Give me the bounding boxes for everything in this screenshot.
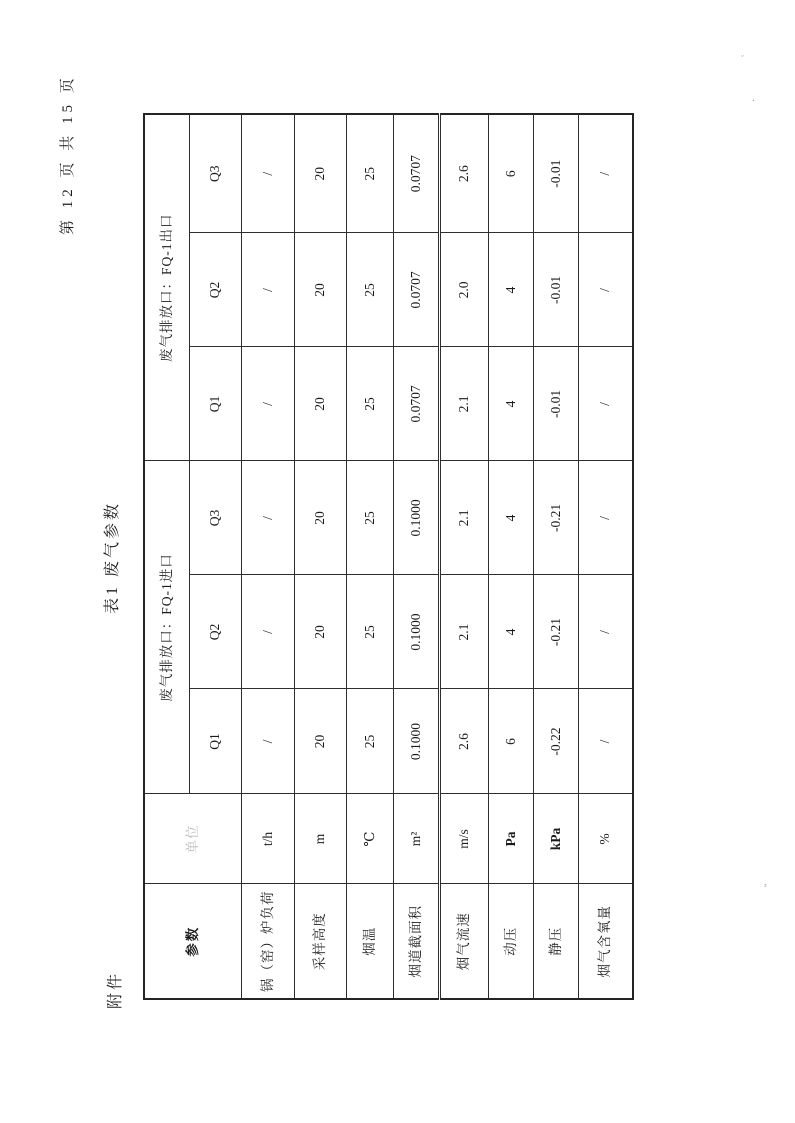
value-cell: / bbox=[578, 347, 633, 461]
value-cell: 2.1 bbox=[439, 461, 488, 575]
q-label: Q3 bbox=[189, 461, 241, 575]
param-name-cell: 烟气含氧量 bbox=[578, 884, 633, 999]
page-number: 第 12 页 共 15 页 bbox=[60, 74, 76, 235]
param-column-header: 参数 bbox=[144, 884, 241, 999]
table-row-flue-gas-velocity bbox=[439, 114, 488, 999]
unit-cell: % bbox=[578, 794, 633, 884]
value-cell: 0.1000 bbox=[393, 689, 439, 794]
value-cell: -0.21 bbox=[533, 461, 578, 575]
unit-cell: m bbox=[294, 794, 346, 884]
value-cell: / bbox=[241, 461, 294, 575]
param-name-cell: 静压 bbox=[533, 884, 578, 999]
value-cell: 20 bbox=[294, 347, 346, 461]
outlet-group-header: 废气排放口：FQ-1出口 bbox=[144, 114, 189, 461]
inlet-group-header: 废气排放口：FQ-1进口 bbox=[144, 461, 189, 794]
value-cell: -0.21 bbox=[533, 575, 578, 689]
value-cell: / bbox=[241, 575, 294, 689]
value-cell: 20 bbox=[294, 689, 346, 794]
table-row-oxygen-content bbox=[578, 114, 633, 999]
value-cell: / bbox=[241, 114, 294, 233]
scan-artifact: · bbox=[751, 96, 756, 105]
value-cell: / bbox=[578, 233, 633, 347]
q-label: Q2 bbox=[189, 233, 241, 347]
value-cell: -0.01 bbox=[533, 114, 578, 233]
table-row-sampling-height bbox=[294, 114, 346, 999]
value-cell: 25 bbox=[346, 575, 393, 689]
table-row-flue-temperature bbox=[346, 114, 393, 999]
value-cell: -0.01 bbox=[533, 347, 578, 461]
exhaust-gas-parameters-table bbox=[143, 113, 634, 1000]
value-cell: 0.0707 bbox=[393, 347, 439, 461]
value-cell: 0.1000 bbox=[393, 575, 439, 689]
value-cell: 20 bbox=[294, 114, 346, 233]
param-name-cell: 动压 bbox=[488, 884, 533, 999]
unit-cell: ℃ bbox=[346, 794, 393, 884]
value-cell: 4 bbox=[488, 233, 533, 347]
attachment-label: 附件 bbox=[107, 970, 124, 1009]
header-row-groups bbox=[144, 114, 189, 999]
scan-artifact: ᵕ bbox=[740, 52, 745, 61]
value-cell: 0.0707 bbox=[393, 233, 439, 347]
value-cell: 25 bbox=[346, 347, 393, 461]
value-cell: 2.6 bbox=[439, 689, 488, 794]
scan-artifact: ᶻ bbox=[763, 882, 768, 891]
value-cell: -0.01 bbox=[533, 233, 578, 347]
value-cell: / bbox=[578, 689, 633, 794]
table-row-duct-cross-section bbox=[393, 114, 439, 999]
param-name-cell: 烟温 bbox=[346, 884, 393, 999]
param-name-cell: 烟道截面积 bbox=[393, 884, 439, 999]
value-cell: 4 bbox=[488, 461, 533, 575]
value-cell: 0.0707 bbox=[393, 114, 439, 233]
value-cell: 0.1000 bbox=[393, 461, 439, 575]
value-cell: 20 bbox=[294, 575, 346, 689]
table-row-boiler-load bbox=[241, 114, 294, 999]
value-cell: / bbox=[578, 114, 633, 233]
unit-cell: Pa bbox=[488, 794, 533, 884]
table-row-dynamic-pressure bbox=[488, 114, 533, 999]
unit-column-header: 单位 bbox=[144, 794, 241, 884]
value-cell: 25 bbox=[346, 689, 393, 794]
param-name-cell: 烟气流速 bbox=[439, 884, 488, 999]
q-label: Q2 bbox=[189, 575, 241, 689]
value-cell: 2.1 bbox=[439, 575, 488, 689]
value-cell: 2.6 bbox=[439, 114, 488, 233]
param-name-cell: 锅（窑）炉负荷 bbox=[241, 884, 294, 999]
q-label: Q1 bbox=[189, 689, 241, 794]
value-cell: 2.1 bbox=[439, 347, 488, 461]
table-title: 表1 废气参数 bbox=[104, 501, 121, 615]
value-cell: 6 bbox=[488, 689, 533, 794]
value-cell: 25 bbox=[346, 114, 393, 233]
value-cell: 20 bbox=[294, 233, 346, 347]
q-label: Q1 bbox=[189, 347, 241, 461]
value-cell: / bbox=[241, 689, 294, 794]
unit-cell: m² bbox=[393, 794, 439, 884]
value-cell: 25 bbox=[346, 233, 393, 347]
value-cell: / bbox=[578, 461, 633, 575]
param-name-cell: 采样高度 bbox=[294, 884, 346, 999]
value-cell: -0.22 bbox=[533, 689, 578, 794]
value-cell: / bbox=[578, 575, 633, 689]
value-cell: 4 bbox=[488, 575, 533, 689]
value-cell: 6 bbox=[488, 114, 533, 233]
unit-cell: t/h bbox=[241, 794, 294, 884]
value-cell: / bbox=[241, 347, 294, 461]
q-label: Q3 bbox=[189, 114, 241, 233]
value-cell: 25 bbox=[346, 461, 393, 575]
table-row-static-pressure bbox=[533, 114, 578, 999]
value-cell: 2.0 bbox=[439, 233, 488, 347]
unit-cell: m/s bbox=[439, 794, 488, 884]
unit-cell: kPa bbox=[533, 794, 578, 884]
value-cell: 20 bbox=[294, 461, 346, 575]
value-cell: 4 bbox=[488, 347, 533, 461]
value-cell: / bbox=[241, 233, 294, 347]
